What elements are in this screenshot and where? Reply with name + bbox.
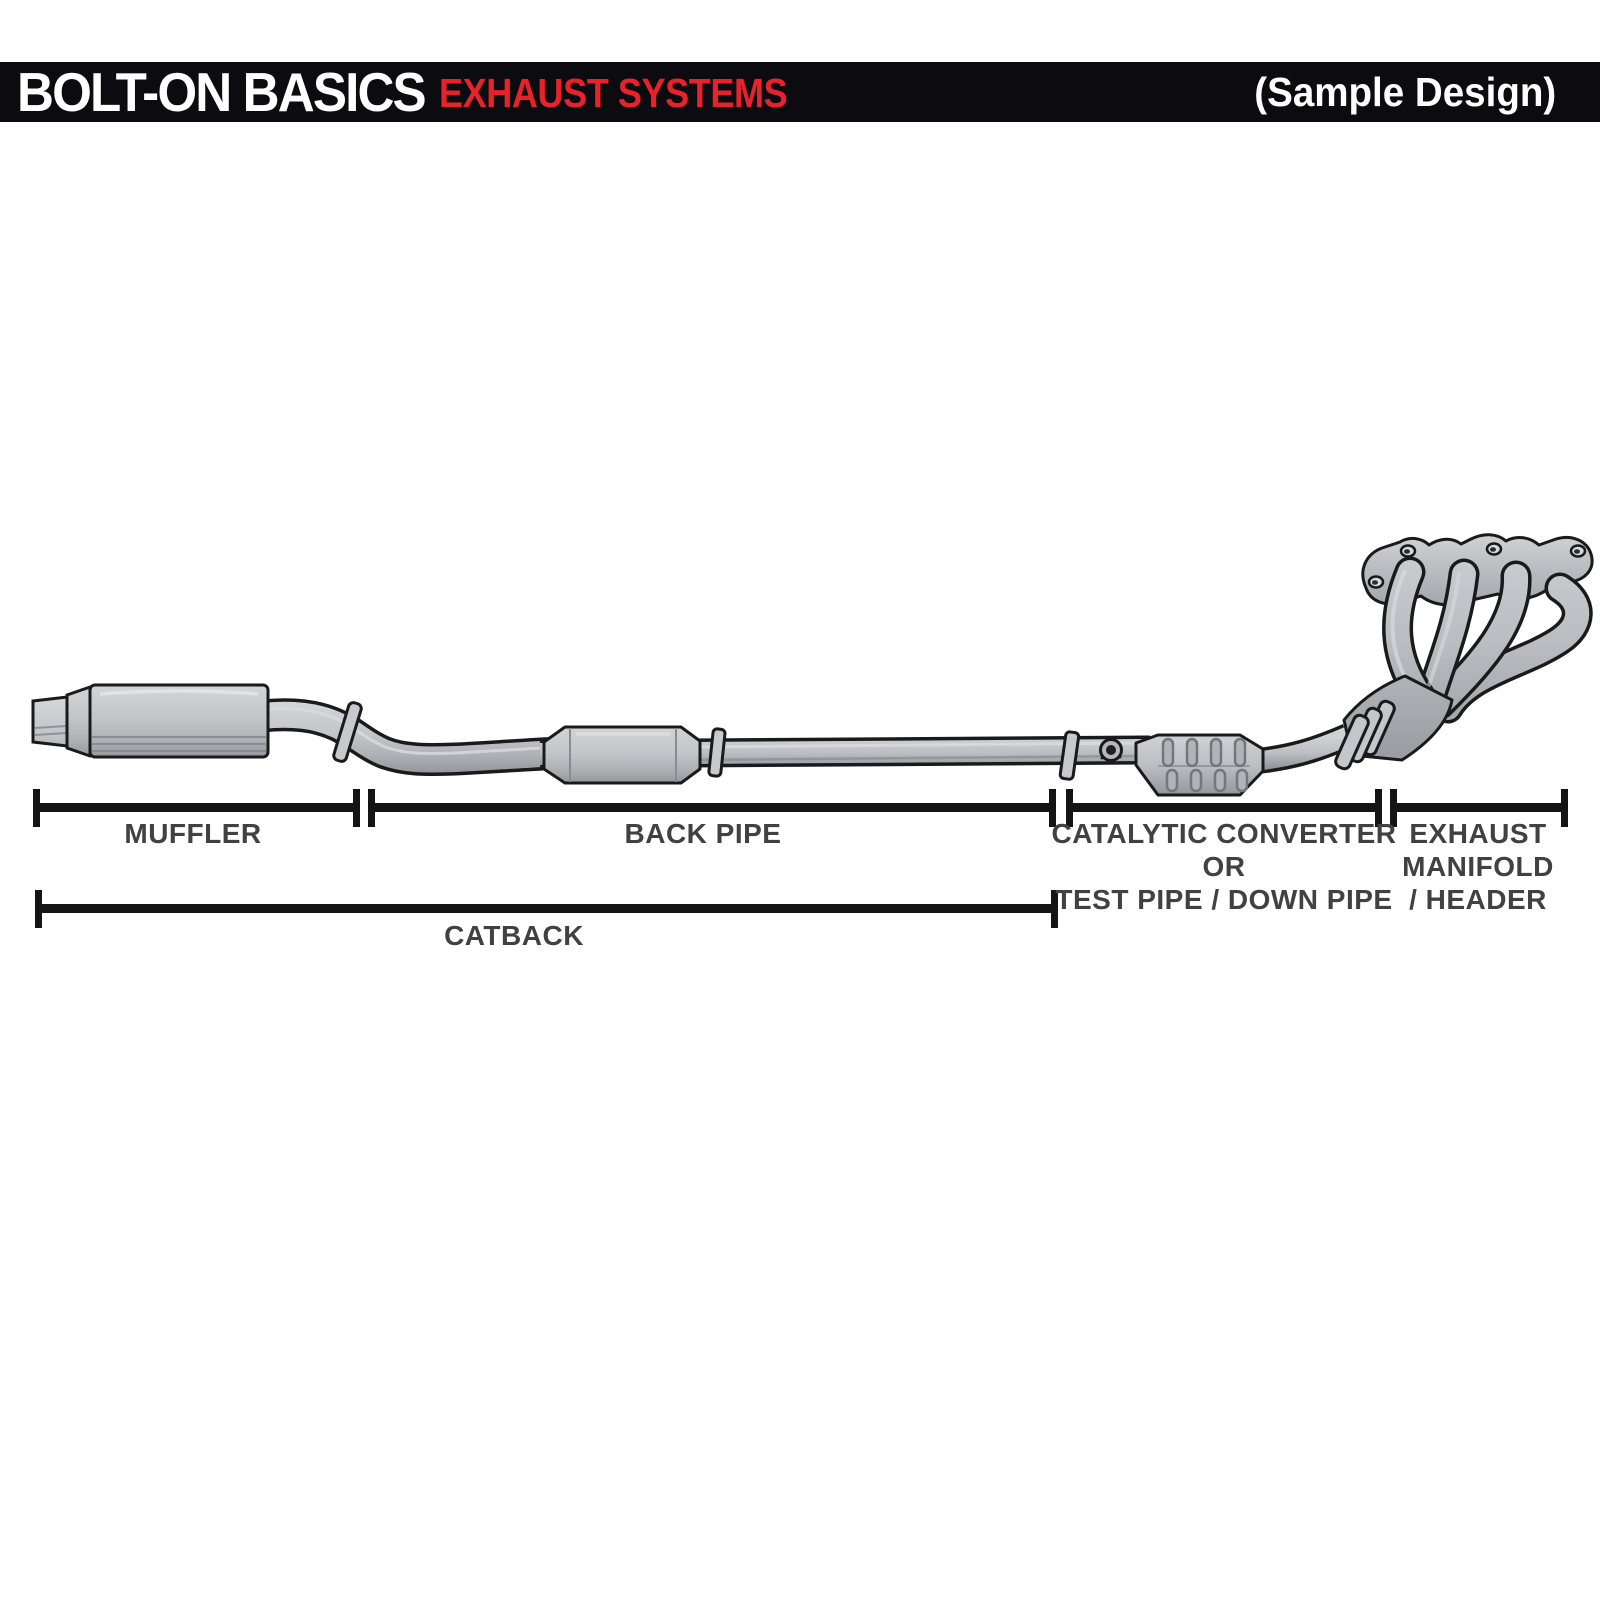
catalytic-converter-label (1052, 817, 1397, 916)
catback-label: CATBACK (444, 920, 584, 951)
exhaust-manifold-label-line1: EXHAUST (1409, 818, 1547, 849)
back-pipe-graphic (262, 709, 1150, 760)
catalytic-converter-graphic (1136, 735, 1263, 795)
page-subtitle: EXHAUST SYSTEMS (439, 69, 788, 116)
catalytic-converter-label-line3: TEST PIPE / DOWN PIPE (1055, 884, 1393, 915)
sample-design-note: (Sample Design) (1254, 68, 1556, 115)
muffler-graphic (67, 685, 268, 757)
exhaust-manifold-label-line2: MANIFOLD (1402, 851, 1554, 882)
catalytic-converter-label-line2: OR (1202, 851, 1246, 882)
tailpipe-tip-graphic (33, 697, 67, 746)
downpipe-graphic (1258, 736, 1348, 761)
page-title: BOLT-ON BASICS (17, 61, 425, 123)
back-pipe-label: BACK PIPE (624, 818, 782, 849)
exhaust-manifold-label (1402, 817, 1554, 916)
exhaust-manifold-header-graphic (1334, 535, 1592, 771)
exhaust-manifold-label-line3: / HEADER (1409, 884, 1547, 915)
resonator-graphic (544, 727, 700, 783)
oxygen-sensor-bung-graphic (1101, 740, 1122, 761)
muffler-label: MUFFLER (124, 818, 262, 849)
catalytic-converter-label-line1: CATALYTIC CONVERTER (1051, 818, 1397, 849)
